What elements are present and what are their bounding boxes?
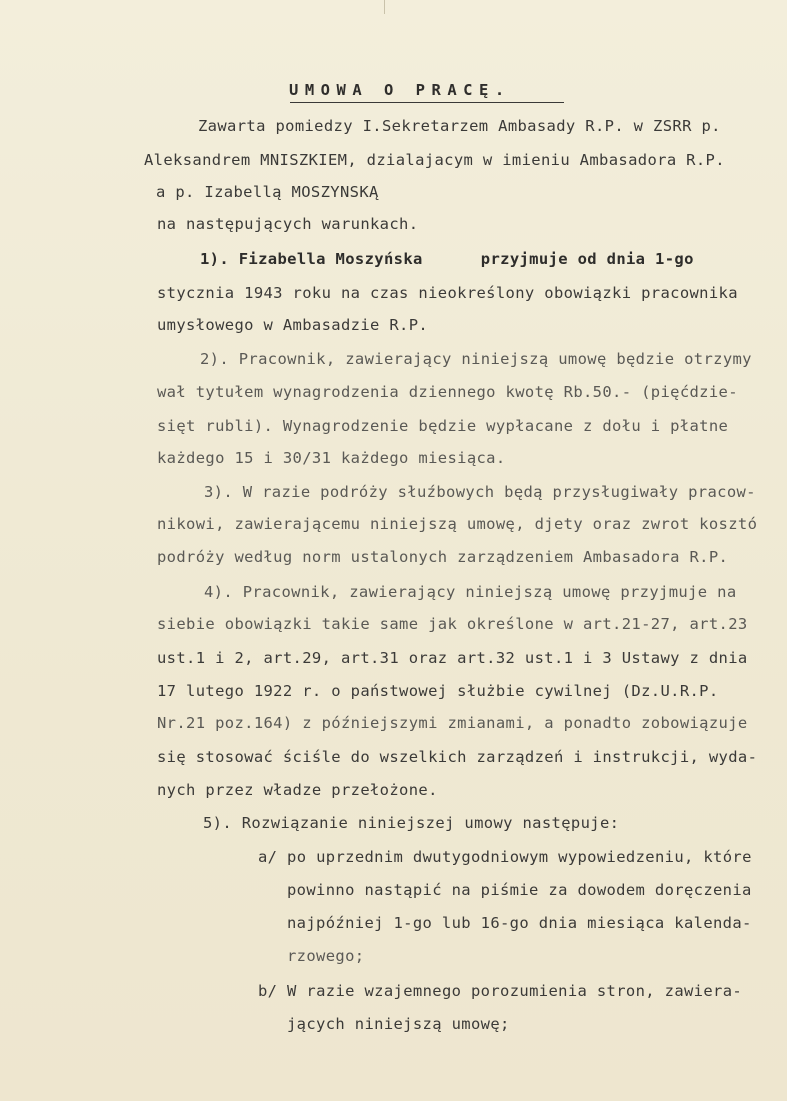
text-line-9: wał tytułem wynagrodzenia dziennego kwotę Rb.50.- (pięćdzie- — [157, 383, 738, 401]
text-line-21: nych przez władze przełożone. — [157, 781, 438, 799]
text-line-8: 2). Pracownik, zawierający niniejszą umowę będzie otrzymy — [200, 350, 752, 368]
text-line-15: 4). Pracownik, zawierający niniejszą umowę przyjmuje na — [204, 583, 737, 601]
text-line-19: Nr.21 poz.164) z późniejszymi zmianami, a ponadto zobowiązuje — [157, 714, 748, 732]
text-line-25: najpóźniej 1-go lub 16-go dnia miesiąca kalenda- — [287, 914, 752, 932]
text-line-14: podróży według norm ustalonych zarządzeniem Ambasadora R.P. — [157, 548, 729, 566]
fold-mark — [384, 0, 385, 14]
text-line-26: rzowego; — [287, 947, 365, 965]
text-line-22: 5). Rozwiązanie niniejszej umowy następuje: — [203, 814, 620, 832]
text-line-24: powinno nastąpić na piśmie za dowodem doręczenia — [287, 881, 752, 899]
text-line-2: Aleksandrem MNISZKIEM, dzialajacym w imieniu Ambasadora R.P. — [144, 151, 725, 169]
text-line-7: umysłowego w Ambasadzie R.P. — [157, 316, 429, 334]
text-line-10: sięt rubli). Wynagrodzenie będzie wypłacane z dołu i płatne — [157, 417, 729, 435]
text-line-1: Zawarta pomiedzy I.Sekretarzem Ambasady R.P. w ZSRR p. — [198, 117, 721, 135]
text-line-28: jących niniejszą umowę; — [287, 1015, 510, 1033]
text-line-6: stycznia 1943 roku na czas nieokreślony obowiązki pracownika — [157, 284, 738, 302]
document-title: UMOWA O PRACĘ. — [289, 81, 511, 99]
text-line-12: 3). W razie podróży słuźbowych będą przysługiwały pracow- — [204, 483, 756, 501]
title-underline — [290, 102, 564, 103]
text-line-3: a p. Izabellą MOSZYNSKĄ — [156, 183, 379, 201]
text-line-5: 1). Fizabella Moszyńska przyjmuje od dnia 1-go — [200, 250, 694, 268]
text-line-11: każdego 15 i 30/31 każdego miesiąca. — [157, 449, 506, 467]
text-line-23: a/ po uprzednim dwutygodniowym wypowiedzeniu, które — [258, 848, 752, 866]
text-line-17: ust.1 i 2, art.29, art.31 oraz art.32 ust.1 i 3 Ustawy z dnia — [157, 649, 748, 667]
text-line-16: siebie obowiązki takie same jak określone w art.21-27, art.23 — [157, 615, 748, 633]
text-line-20: się stosować ściśle do wszelkich zarządzeń i instrukcji, wyda- — [157, 748, 758, 766]
text-line-13: nikowi, zawierającemu niniejszą umowę, djety oraz zwrot kosztó — [157, 515, 758, 533]
text-line-27: b/ W razie wzajemnego porozumienia stron, zawiera- — [258, 982, 743, 1000]
text-line-4: na następujących warunkach. — [157, 215, 419, 233]
text-line-18: 17 lutego 1922 r. o państwowej służbie cywilnej (Dz.U.R.P. — [157, 682, 719, 700]
